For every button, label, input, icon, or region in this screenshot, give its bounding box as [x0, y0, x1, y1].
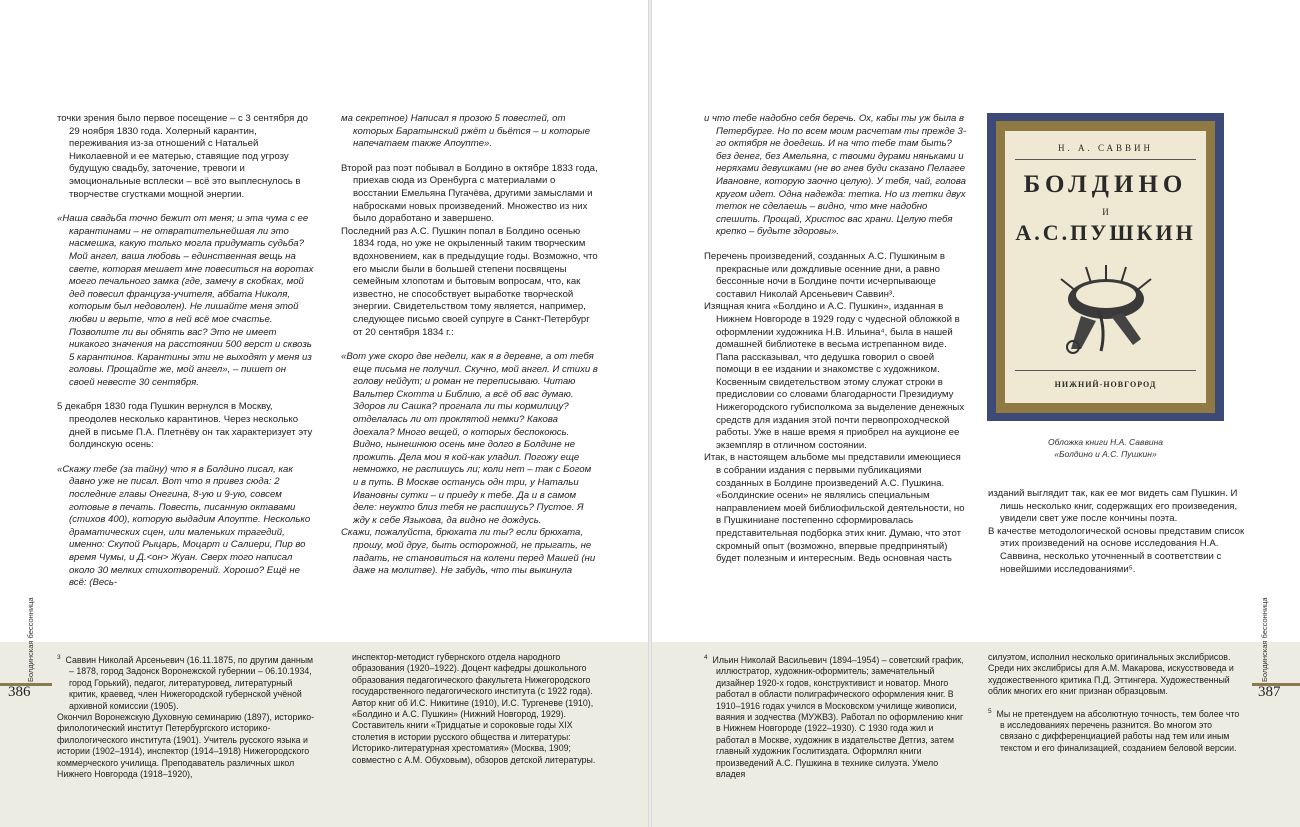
running-title: Болдинская бессонница	[1260, 597, 1269, 682]
footnote-text: Мы не претендуем на абсолютную точность, тем более что в исследованиях перечень разнится. Во многом это связано с дифференциацией работы над тем или иным текстом и его финализацией, созданием беловой версии.	[996, 708, 1240, 753]
paragraph: В качестве методологической основы представим список этих произведений на основе исследования Н.А. Саввина, несколько уточненный в соответствии с новейшими исследованиями⁵.	[988, 525, 1245, 575]
quote: «Наша свадьба точно бежит от меня; и эта чума с ее карантинами – не отвратительнейшая ли это насмешка, какую только могла придумать судьба? Мой ангел, ваша любовь – единственная вещь на свете, которая мешает мне повеситься на воротах моего печального замка (где, замечу в скобках, мой дед повесил француза-учителя, аббата Николя, которым был недоволен). Не лишайте меня этой любви и верьте, что в ней всё мое счастье. Позволите ли вы обнять вас? Это не имеет никакого значения на расстоянии 500 верст и сквозь 5 карантинов. Карантины эти не выходят у меня из головы. Прощайте же, мой ангел», – пишет он своей невесте 30 сентября.	[57, 213, 314, 388]
quote: ма секретное) Написал я прозою 5 повестей, от которых Баратынский ржёт и бьётся – и которые напечатаем также Апоупте».	[341, 113, 591, 150]
page-number: 386	[8, 684, 31, 700]
footnote-3-cont	[352, 652, 604, 766]
image-caption: Обложка книги Н.А. Саввина «Болдино и А.С. Пушкин»	[1047, 437, 1164, 459]
footnote-text: Саввин Николай Арсеньевич (16.11.1875, по другим данным – 1878, город Задонск Воронежской губернии – 06.10.1934, город Горький), педагог, литературовед, литературный критик, краевед, член Нижегородской губернской учёной архивной комиссии (1905).	[65, 654, 314, 711]
footnote-4-cont	[988, 652, 1246, 754]
left-page	[0, 0, 648, 827]
book-cover-paper	[1005, 131, 1206, 403]
paragraph: Перечень произведений, созданных А.С. Пушкиным в прекрасные или дождливые осенние дни, а равно бессонные ночи в Болдине почти исчерпывающе составил Николай Арсеньевич Саввин³.	[704, 250, 945, 300]
paragraph: Итак, в настоящем альбоме мы представили имеющиеся в собрании издания с первыми публикациями созданных в Болдине произведений А.С. Пушкина. «Болдинские осени» не являлись специальным направлением моей библиофильской деятельности, но в Пушкиниане постепенно сформировалась представительная подборка этих книг. Думаю, что этот скромный опыт (возможно, впервые предпринятый) будет полезным и интересным. Ведь основная часть	[704, 452, 965, 565]
paragraph: изданий выглядит так, как ее мог видеть сам Пушкин. И лишь несколько книг, содержащих его произведения, увидели свет уже после кончины поэта.	[988, 488, 1238, 525]
paragraph: точки зрения было первое посещение – с 3 сентября до 29 ноября 1830 года. Холерный карантин, переживания из-за отношений с Натальей Николаевной и ее матерью, ставящие под угрозу будущую свадьбу, заточение, тревоги и эмоциональные всплески – всё это выплеснулось в творчестве сгустками мощной энергии.	[57, 113, 308, 200]
footnote-3	[57, 652, 319, 780]
left-column-2	[341, 113, 599, 590]
footnote-text: Окончил Воронежскую Духовную семинарию (1897), историко-филологический институт Петербургского историко-филологического института (1901). Учитель русского языка и истории (1902–1914), инспектор (1914–1918) Нижегородского коммерческого училища. Преподаватель различных школ Нижнего Новгорода (1918–1920),	[57, 711, 315, 779]
quote: Скажи, пожалуйста, брюхата ли ты? если брюхата, прошу, мой друг, быть осторожной, не прыгать, не падать, не становиться на колени перед Машей (ни даже на молитве). Не забудь, что ты выкинула	[341, 527, 596, 577]
cover-illustration	[1051, 261, 1161, 356]
right-page	[652, 0, 1300, 827]
paragraph: Последний раз А.С. Пушкин попал в Болдино осенью 1834 года, но уже не окрыленный таким творческим вдохновением, как в предыдущие годы. Возможно, что его мысли были в большей степени посвящены семейным хлопотам и бытовым вопросам, что, как известно, не способствует выработке творческой энергии. Свидетельством тому является, например, следующее письмо своей супруге в Санкт-Петербург от 20 сентября 1834 г.:	[341, 225, 598, 338]
footnote-marker: 3	[57, 654, 61, 661]
paragraph: 5 декабря 1830 года Пушкин вернулся в Москву, преодолев несколько карантинов. Через несколько дней в письме П.А. Плетнёву он так характеризует эту болдинскую осень:	[57, 401, 313, 451]
footnote-text: инспектор-методист губернского отдела народного образования (1920–1922). Доцент кафедры дошкольного образования педагогического факультета Нижегородского государственного педагогического института (с 1922 года).	[352, 652, 593, 697]
page-number: 387	[1258, 684, 1281, 700]
cover-title-line2: А.С.ПУШКИН	[1015, 220, 1196, 245]
footnote-text: силуэтом, исполнил несколько оригинальных экслибрисов. Среди них экслибрисы для А.М. Макарова, искусствоведа и художественного критика П.Д. Эттингера. Художественный облик многих его книг признан образцовым.	[988, 652, 1234, 697]
quote: «Скажу тебе (за тайну) что я в Болдино писал, как давно уже не писал. Вот что я привез сюда: 2 последние главы Онегина, 8-ую и 9-ую, совсем готовые в печать. Повесть, писанную октавами (стихов 400), которую выдадим Апоупте. Несколько драматических сцен, или маленьких трагедий, именно: Скупой Рыцарь, Моцарт и Салиери, Пир во время Чумы, и Д.<он> Жуан. Сверх того написал около 30 мелких стихотворений. Хорошо? Ещё не всё: (Весь-	[57, 463, 311, 589]
running-title: Болдинская бессонница	[26, 597, 35, 682]
cover-title-line1: БОЛДИНО	[1023, 171, 1188, 198]
cover-conjunction: И	[1102, 207, 1109, 217]
footnote-text: Ильин Николай Васильевич (1894–1954) – советский график, иллюстратор, художник-оформитель; замечательный дизайнер 1920-х годов, конструктивист и новатор. Много работал в области полиграфического оформления книг. В 1910–1916 годах учился в Московском училище живописи, ваяния и зодчества (МУЖВЗ). Работал по оформлению книг в Нижнем Новгороде (1922–1930). С 1930 года жил и работал в Москве, художник в издательстве Детгиз, затем главный художник Гослитиздата. Оформлял книги произведений А.С. Пушкина в технике силуэта. Умело владея	[712, 654, 964, 779]
book-cover-image	[987, 113, 1224, 421]
cover-city: НИЖНИЙ-НОВГОРОД	[1054, 380, 1157, 389]
paragraph: Изящная книга «Болдино и А.С. Пушкин», изданная в Нижнем Новгороде в 1929 году с чудесной обложкой в оформлении художника Н.В. Ильина⁴, была в нашей домашней библиотеке в весьма истрепанном виде. Папа рассказывал, что дедушка говорил о своей помощи в ее издании и знакомстве с художником. Косвенным свидетельством этому служат строки в предисловии со словами благодарности Президиуму Нижегородского губисполкома за выделение денежных средств для издания этой почти первопроходческой работы. Уже в наше время я приобрел на аукционе ее экземпляр в отличном состоянии.	[704, 301, 965, 451]
footnote-marker: 4	[704, 654, 708, 661]
quote: и что тебе надобно себя беречь. Ох, кабы ты уж была в Петербурге. Но по всем моим расчетам ты прежде 3-го октября не доедешь. И на что тебе там быть? без денег, без Амельяна, с твоими дурами няньками и неряхами девушками (не во гнев буди сказано Пелагее Ивановне, которую заочно целую). У тебя, чай, голова кругом идет. Одна надежда: тетка. Но из тетки двух теток не сделаешь – видно, что мне надобно спешить. Прощай, Христос вас храни. Целую тебя крепко – будьте здоровы».	[704, 113, 967, 238]
quote: «Вот уже скоро две недели, как я в деревне, а от тебя еще письма не получил. Скучно, мой ангел. И стихи в голову нейдут; и роман не переписываю. Читаю Вальтер Скотта и Библию, а всё об вас думаю. Здоров ли Сашка? прогнала ли ты кормилицу? отделалась ли от проклятой немки? Какова доехала? Много вещей, о которых беспокоюсь. Видно, нынешнюю осень мне долго в Болдине не прожить. Дела мои я кой-как уладил. Погожу еще немножко, не распишусь ли; коли нет – так с Богом и в путь. В Москве останусь одн три, у Натальи Ивановны сутки – и приеду к тебе. Да и в самом деле: неужто близ тебя не распишусь? Пустое. Я жду к себе Языкова, да видно не дождусь.	[341, 351, 598, 526]
right-column-1	[704, 113, 966, 578]
footnote-4	[704, 652, 964, 780]
footnote-text: Автор книг об И.С. Никитине (1910), И.С. Тургеневе (1910), «Болдино и А.С. Пушкин» (Нижний Новгород, 1929). Составитель книги «Тридцатые и сороковые годы XIX столетия в истории русского общества и литературы: Историко-литературная хрестоматия» (Москва, 1909; совместно с А.М. Обуховым), обзоров детской литературы.	[352, 697, 596, 765]
right-column-2	[988, 488, 1246, 588]
cover-author: Н. А. САВВИН	[1057, 143, 1154, 153]
paragraph: Второй раз поэт побывал в Болдино в октябре 1833 года, приехав сюда из Оренбурга с материалами о восстании Емельяна Пугачёва, другими замыслами и набросками новых произведений. Множество из них было доработано и завершено.	[341, 162, 598, 225]
left-column-1	[57, 113, 314, 602]
footnote-marker: 5	[988, 707, 992, 715]
